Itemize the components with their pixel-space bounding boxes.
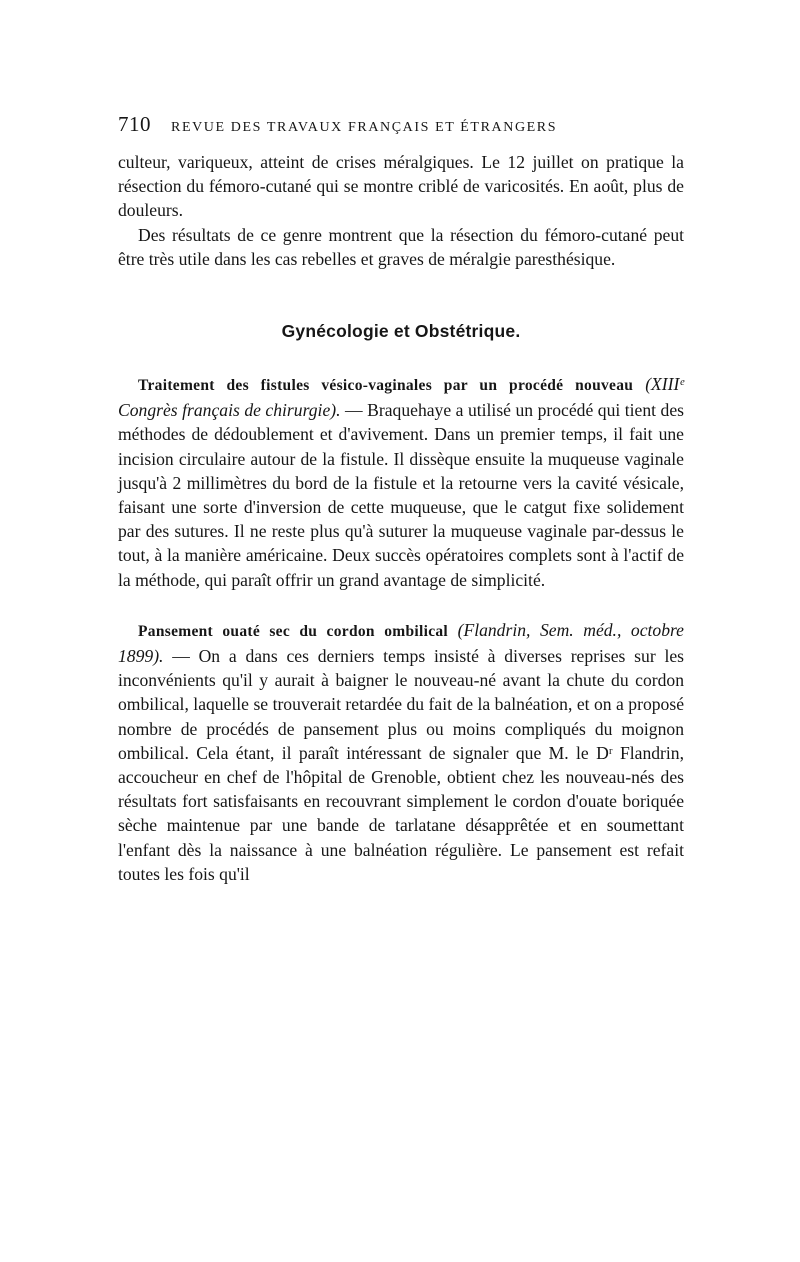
article-source: (XIIIᵉ Congrès français de chirurgie). [118,374,684,421]
page-number: 710 [118,112,151,136]
article-paragraph [118,618,684,886]
article-title: Traitement des fistules vésico-vaginales par un procédé nouveau [138,377,634,395]
article-title: Pansement ouaté sec du cordon ombilical [138,622,449,640]
article-paragraph [118,372,684,592]
intro-paragraph: Des résultats de ce genre montrent que la résection du fémoro-cutané peut être très utile dans les cas rebelles et graves de méralgie paresthésique. [118,224,684,269]
intro-paragraph: culteur, variqueux, atteint de crises méralgiques. Le 12 juillet on pratique la résection du fémoro-cutané qui se montre criblé de varicosités. En août, plus de douleurs. [118,152,684,221]
article-source: (Flandrin, Sem. méd., octobre 1899). [118,619,684,667]
running-header [118,112,684,142]
article-body: — Braquehaye a utilisé un procédé qui tient des méthodes de dédoublement et d'avivement. Dans un premier temps, il fait une incision circulaire autour de la fistule. Il dissèque ensuite la muqueuse vaginale jusqu'à 2 millimètres du bord de la fistule et la retourne vers la cavité vésicale, faisant une sorte d'inversion de cette muqueuse, que le catgut fixe solidement par des sutures. Il ne reste plus qu'à suturer la muqueuse vaginale par-dessus le tout, à la manière américaine. Deux succès opératoires complets sont à l'actif de la méthode, qui paraît offrir un grand avantage de simplicité. [118,400,684,590]
section-title: Gynécologie et Obstétrique. [281,321,521,342]
article [118,618,684,886]
article [118,372,684,592]
journal-title: REVUE DES TRAVAUX FRANÇAIS ET ÉTRANGERS [171,120,558,135]
document-page [118,112,684,886]
article-body: — On a dans ces derniers temps insisté à diverses reprises sur les inconvénients qu'il y aurait à baigner le nouveau-né avant la chute du cordon ombilical, laquelle se trouverait retardée du fait de la balnéation, et on a proposé nombre de procédés de pansement plus ou moins compliqués du moignon ombilical. Cela étant, il paraît intéressant de signaler que M. le Dʳ Flandrin, accoucheur en chef de l'hôpital de Grenoble, obtient chez les nouveau-nés des résultats fort satisfaisants en recouvrant simplement le cordon d'ouate boriquée sèche maintenue par une bande de tarlatane désapprêtée et en soumettant l'enfant dès la naissance à une balnéation régulière. Le pansement est refait toutes les fois qu'il [118,646,684,884]
